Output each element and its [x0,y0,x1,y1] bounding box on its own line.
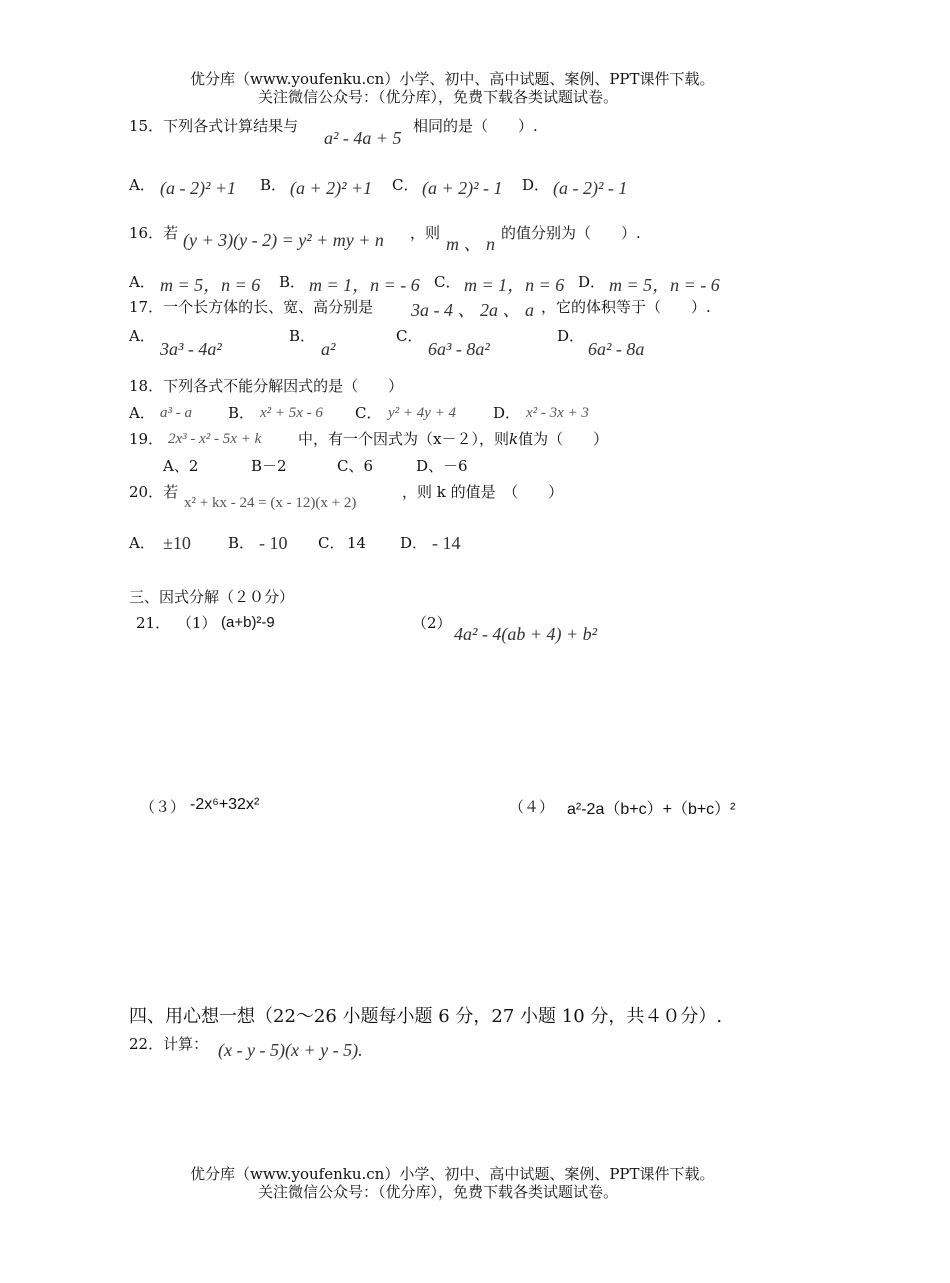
q20-option-d-label: D． [400,534,428,552]
q17-option-d: 6a² - 8a [588,339,645,359]
q20-option-b: - 10 [259,533,288,553]
section-3-title: 三、因式分解（２０分） [129,588,295,606]
question-15 [129,116,298,136]
q16-text-after: 的值分别为（ ）. [501,224,641,242]
q21-part-2-label: （2） [412,614,452,632]
header-line-2: 关注微信公众号：（优分库），免费下载各类试题试卷。 [258,88,619,106]
footer-line-2: 关注微信公众号：（优分库），免费下载各类试题试卷。 [258,1183,619,1201]
q21-part-2-expression: 4a² - 4(ab + 4) + b² [454,624,598,644]
question-number: 22． [129,1035,164,1053]
q15-option-a: (a - 2)² +1 [160,178,237,198]
footer-line-1: 优分库（www.youfenku.cn）小学、初中、高中试题、案例、PPT课件下载。 [190,1165,715,1183]
q16-expression: (y + 3)(y - 2) = y² + my + n [183,230,384,250]
q20-option-a-label: A． [129,534,155,552]
question-text: 下列各式不能分解因式的是（ ） [163,377,404,395]
q17-option-b-label: B． [289,327,316,345]
section-4-title: 四、用心想一想（22～26 小题每小题 6 分，27 小题 10 分，共４０分）. [129,1006,723,1027]
q15-option-b-label: B． [260,176,287,194]
q21-part-3-label: （３） [140,798,186,816]
question-text: 若 [163,483,179,501]
question-number: 18． [129,377,164,395]
q18-option-b-label: B． [228,404,255,422]
q21-part-4-label: （４） [509,798,555,816]
q16-vars: m 、 n [446,234,495,254]
q16-option-a-label: A． [129,273,155,291]
q18-option-c: y² + 4y + 4 [388,405,457,421]
question-number: 17． [129,298,164,316]
q20-option-d: - 14 [432,533,461,553]
q15-option-a-label: A． [129,176,155,194]
q21-number: 21． [136,614,171,632]
q17-dimensions: 3a - 4 、 2a 、 a [411,300,534,320]
q21-part-3-expression: -2x⁶+32x² [190,796,260,813]
q16-option-b: m = 1，n = - 6 [309,275,420,295]
q16-option-b-label: B． [279,273,306,291]
question-text-after: 值为（ ） [518,430,609,448]
q15-text-after: 相同的是（ ）. [413,117,538,135]
q16-option-d: m = 5，n = - 6 [609,275,720,295]
q21-part-4-expression: a²-2a（b+c）+（b+c）² [567,801,736,818]
q19-text [298,429,608,449]
q16-text-mid: ，则 [410,224,441,242]
q17-option-d-label: D． [557,327,585,345]
q20-text-after: ，则 k 的值是 （ ） [402,483,564,501]
q21-part-1-label: （1） [177,614,217,632]
q20-option-c-label: C． [318,534,345,552]
question-19-number: 19． [129,430,164,448]
q20-option-c: 14 [347,534,367,552]
question-20 [129,482,178,502]
q18-option-d: x² - 3x + 3 [526,405,589,421]
q16-option-c-label: C． [434,273,461,291]
q15-option-c: (a + 2)² - 1 [422,178,503,198]
q18-option-b: x² + 5x - 6 [260,405,323,421]
q17-option-b: a² [321,339,336,359]
question-text: 计算： [163,1035,209,1053]
question-number: 16． [129,224,164,242]
question-text: 若 [163,224,179,242]
question-text: 下列各式计算结果与 [163,117,299,135]
q20-expression: x² + kx - 24 = (x - 12)(x + 2) [184,495,357,511]
q19-option-a: A、2 [163,457,199,475]
q15-option-d: (a - 2)² - 1 [553,178,628,198]
q15-expression: a² - 4a + 5 [324,128,402,148]
q15-option-d-label: D． [522,176,550,194]
q20-option-a: ±10 [163,533,191,553]
q17-option-a: 3a³ - 4a² [160,339,222,359]
q20-option-b-label: B． [228,534,255,552]
q22-label [129,1034,208,1054]
q17-option-c: 6a³ - 8a² [428,339,490,359]
question-number: 20． [129,483,164,501]
q17-option-c-label: C． [396,327,423,345]
q16-option-c: m = 1，n = 6 [464,275,565,295]
q19-option-d: D、－6 [416,457,468,475]
q22-expression: (x - y - 5)(x + y - 5). [218,1040,363,1060]
q18-option-c-label: C． [355,404,382,422]
question-text: 一个长方体的长、宽、高分别是 [163,298,374,316]
q19-option-b: B－2 [251,457,287,475]
q17-text-after: ，它的体积等于（ ）. [541,298,711,316]
question-number: 15． [129,117,164,135]
q18-option-a-label: A． [129,404,155,422]
header-line-1: 优分库（www.youfenku.cn）小学、初中、高中试题、案例、PPT课件下载。 [190,70,715,88]
q19-expression: 2x³ - x² - 5x + k [168,431,262,447]
q15-option-b: (a + 2)² +1 [290,178,373,198]
q21-part-1-expression: (a+b)²-9 [221,614,275,631]
question-16 [129,223,178,243]
question-text: 中，有一个因式为（x－２），则 [298,430,509,448]
q16-option-a: m = 5，n = 6 [160,275,261,295]
q19-var: k [508,430,519,448]
q18-option-a: a³ - a [160,405,192,421]
q18-option-d-label: D． [493,404,521,422]
q15-option-c-label: C． [392,176,419,194]
q16-option-d-label: D． [578,273,606,291]
q17-option-a-label: A． [129,327,155,345]
q19-option-c: C、6 [337,457,374,475]
question-17 [129,297,373,317]
question-18 [129,376,403,396]
